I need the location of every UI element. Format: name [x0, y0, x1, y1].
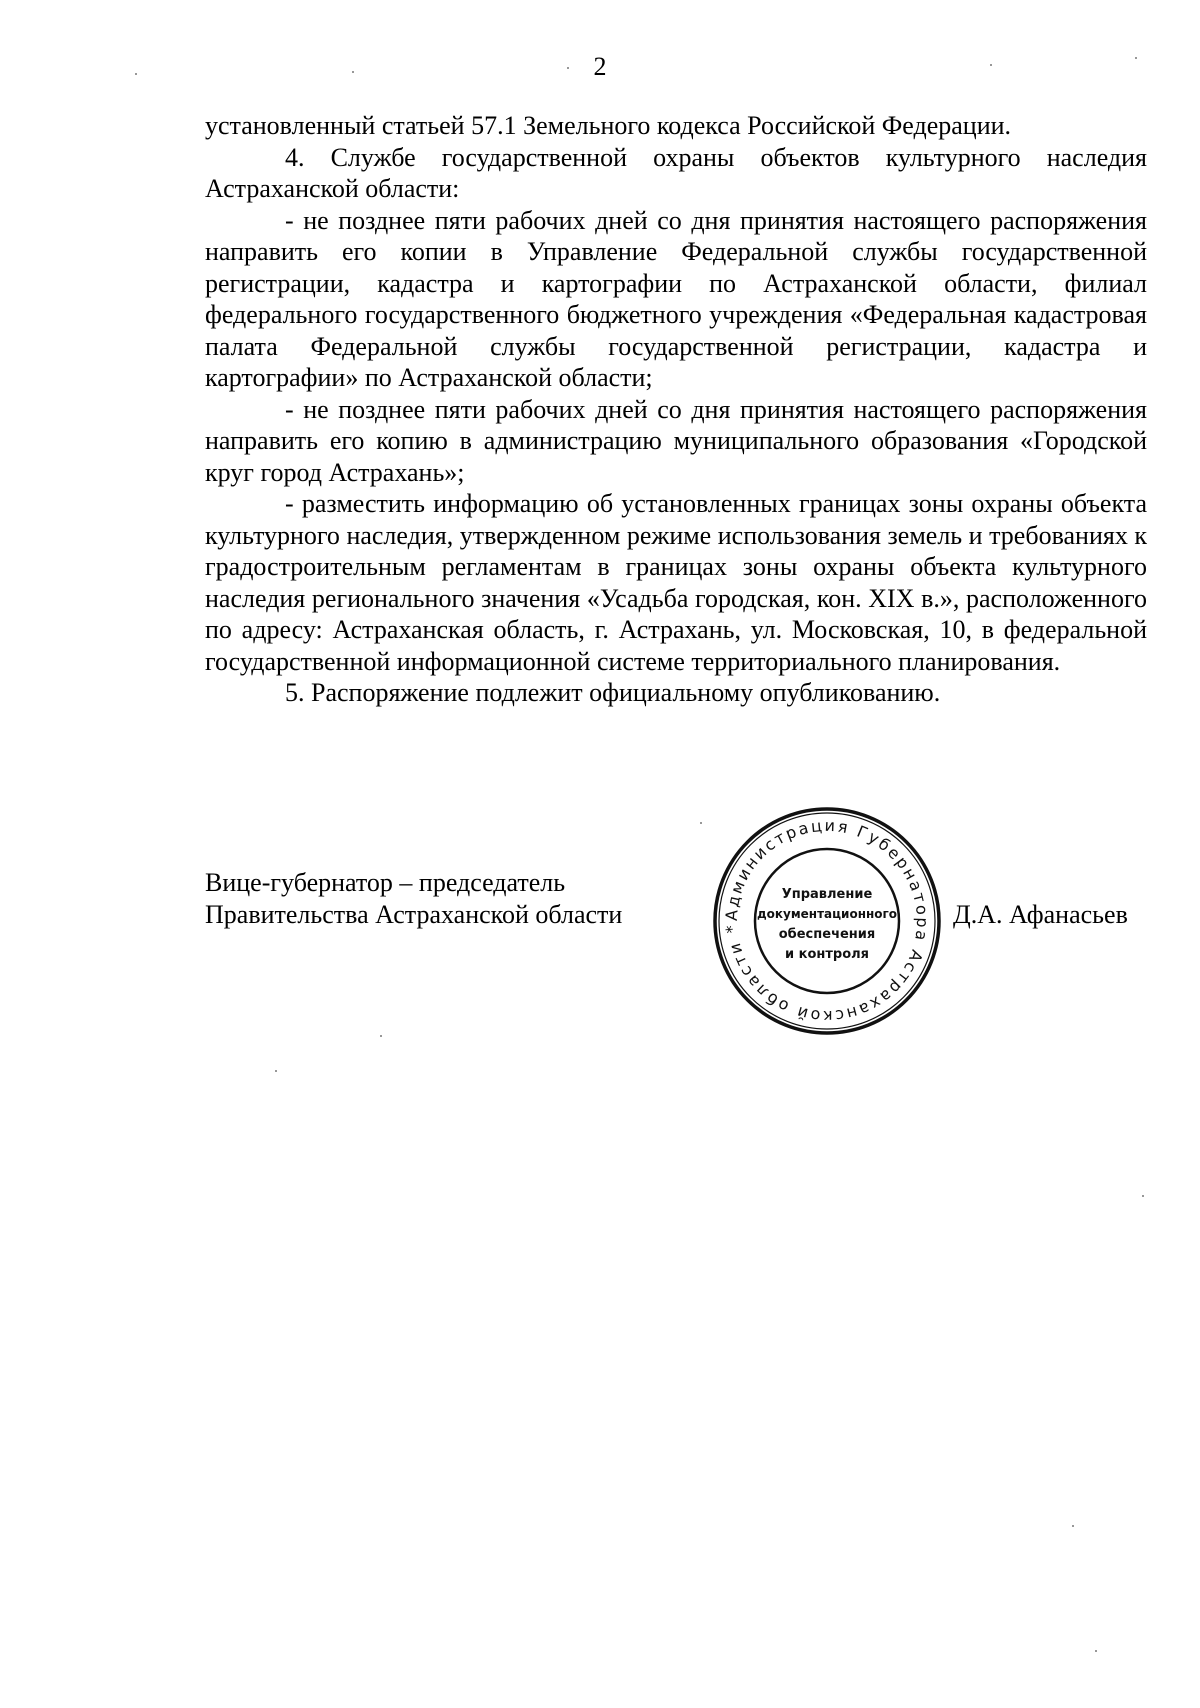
- paragraph-5: - разместить информацию об установленных границах зоны охраны объекта культурного наследия, утвержденном режиме использования земель и требованиях к градостроительным регламентам в границах зоны охраны объекта культурного наследия регионального значения «Усадьба городская, кон. XIX в.», расположенного по адресу: Астраханская область, г. Астрахань, ул. Московская, 10, в федеральной государственной информационной системе территориального планирования.: [205, 489, 1147, 676]
- scan-speck: [1095, 1650, 1097, 1652]
- stamp-center-line3: обеспечения: [778, 927, 876, 942]
- paragraph-2: 4. Службе государственной охраны объектов культурного наследия Астраханской области:: [205, 142, 1147, 203]
- stamp-outer-circle: [715, 809, 939, 1033]
- stamp-center-line4: и контроля: [784, 947, 870, 962]
- scan-speck: [135, 73, 137, 75]
- signature-position-line1: Вице-губернатор – председатель: [205, 868, 566, 897]
- official-stamp: [712, 806, 942, 1036]
- scan-speck: [380, 1035, 382, 1037]
- stamp-ring-text: Администрация Губернатора Астраханской области *: [721, 815, 933, 1027]
- signatory-name: Д.А. Афанасьев: [953, 900, 1128, 929]
- scan-speck: [700, 822, 702, 824]
- stamp-inner-circle: [755, 849, 899, 993]
- stamp-center-line1: Управление: [781, 887, 873, 902]
- signature-position-line2: Правительства Астраханской области: [205, 899, 623, 929]
- document-body: [205, 110, 1147, 709]
- stamp-outer-circle-thin: [719, 813, 935, 1029]
- scan-speck: [1142, 1195, 1144, 1197]
- scan-speck: [990, 64, 992, 66]
- paragraph-4: - не позднее пяти рабочих дней со дня принятия настоящего распоряжения направить его копию в администрацию муниципального образования «Городской круг город Астрахань»;: [205, 394, 1147, 487]
- stamp-center-line2: документационного: [756, 907, 898, 921]
- scan-speck: [567, 67, 569, 69]
- scan-speck: [1135, 57, 1137, 59]
- scan-speck: [352, 71, 354, 73]
- scan-speck: [1072, 1525, 1074, 1527]
- paragraph-3: - не позднее пяти рабочих дней со дня принятия настоящего распоряжения направить его копии в Управление Федеральной службы государственной регистрации, кадастра и картографии по Астраханской области, филиал федерального государственного бюджетного учреждения «Федеральная кадастровая палата Федеральной службы государственной регистрации, кадастра и картографии» по Астраханской области;: [205, 205, 1147, 392]
- page-number: 2: [593, 52, 607, 81]
- scan-speck: [275, 1070, 277, 1072]
- signature-position: [205, 867, 622, 930]
- paragraph-1: установленный статьей 57.1 Земельного кодекса Российской Федерации.: [205, 111, 1012, 140]
- paragraph-6: 5. Распоряжение подлежит официальному опубликованию.: [285, 678, 941, 707]
